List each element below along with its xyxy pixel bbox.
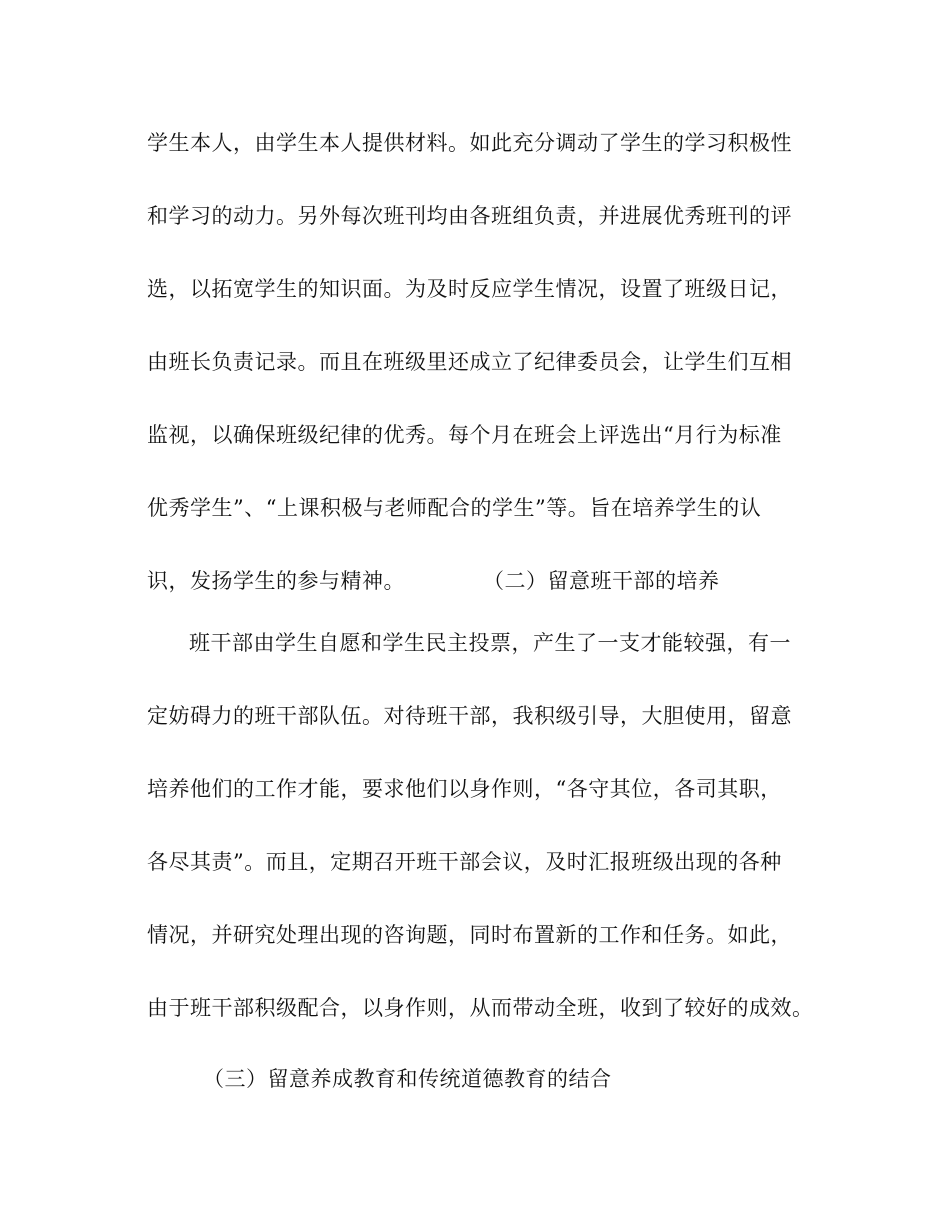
paragraph-line: 由班长负责记录。而且在班级里还成立了纪律委员会，让学生们互相 bbox=[147, 350, 792, 374]
paragraph-line: 选，以拓宽学生的知识面。为及时反应学生情况，设置了班级日记， bbox=[147, 277, 792, 301]
paragraph-line: 和学习的动力。另外每次班刊均由各班组负责，并进展优秀班刊的评 bbox=[147, 204, 792, 228]
paragraph-line: 班干部由学生自愿和学生民主投票，产生了一支才能较强，有一 bbox=[189, 631, 791, 655]
paragraph-line: 学生本人，由学生本人提供材料。如此充分调动了学生的学习积极性 bbox=[147, 131, 792, 155]
section-heading-2: （二）留意班干部的培养 bbox=[483, 569, 720, 593]
paragraph-line: 培养他们的工作才能，要求他们以身作则，“各守其位，各司其职， bbox=[147, 777, 782, 801]
paragraph-line: 优秀学生”、“上课积极与老师配合的学生”等。旨在培养学生的认 bbox=[147, 496, 762, 520]
paragraph-line: 由于班干部积级配合，以身作则，从而带动全班，收到了较好的成效。 bbox=[147, 996, 814, 1020]
paragraph-line-end: 识，发扬学生的参与精神。 bbox=[147, 569, 405, 593]
paragraph-line: 各尽其责”。而且，定期召开班干部会议，及时汇报班级出现的各种 bbox=[147, 850, 782, 874]
paragraph-line: 定妨碍力的班干部队伍。对待班干部，我积级引导，大胆使用，留意 bbox=[147, 704, 792, 728]
section-heading-3: （三）留意养成教育和传统道德教育的结合 bbox=[203, 1067, 612, 1091]
paragraph-line: 监视，以确保班级纪律的优秀。每个月在班会上评选出“月行为标准 bbox=[147, 423, 782, 447]
paragraph-line: 情况，并研究处理出现的咨询题，同时布置新的工作和任务。如此， bbox=[147, 923, 792, 947]
paragraph-line-with-heading bbox=[147, 566, 720, 596]
